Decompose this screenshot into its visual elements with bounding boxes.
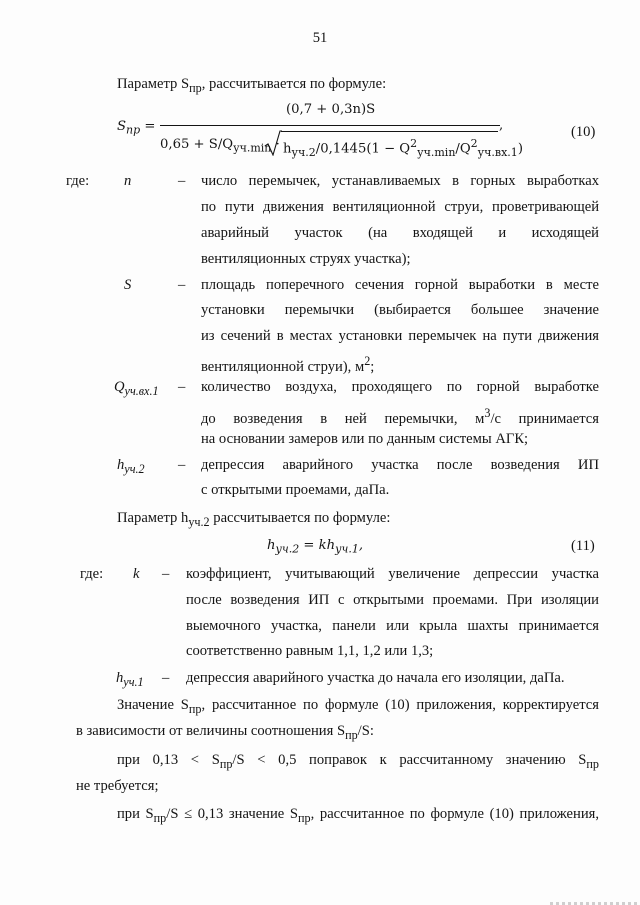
def-h2-dash: – bbox=[178, 457, 186, 473]
intro-formula-11: Параметр $h_{уч.2}$ рассчитывается по формуле: bbox=[117, 510, 391, 529]
def-s-line: площадь поперечного сечения горной выработки в месте bbox=[201, 277, 599, 293]
formula-10-denominator-a: $0,65 + S/Q_{уч.min}$ · bbox=[160, 137, 280, 155]
def-s-line: вентиляционной струи), $м^2$; bbox=[201, 354, 375, 375]
intro-formula-10: Параметр $S_{пр}$, рассчитывается по формуле: bbox=[117, 76, 387, 95]
def-k-line: коэффициент, учитывающий увеличение депрессии участка bbox=[186, 566, 599, 582]
formula-11-number: (11) bbox=[571, 538, 595, 554]
paragraph-3-line-1: при $S_{пр}/S \le 0,13$ значение $S_{пр}$, рассчитанное по формуле (10) приложения, bbox=[117, 806, 599, 825]
def-h1-dash: – bbox=[162, 670, 170, 686]
formula-10-denominator-radicand: $h_{уч.2}/0,1445(1 - Q^2_{уч.min}/Q^2_{уч.вх.1})$ bbox=[283, 137, 523, 160]
def-h2-line: депрессия аварийного участка после возведения ИП bbox=[201, 457, 599, 473]
def-n-symbol: n bbox=[124, 173, 132, 189]
def-h2-symbol: $h_{уч.2}$ bbox=[117, 457, 145, 476]
def-n-dash: – bbox=[178, 173, 186, 189]
def-h1-symbol: $h_{уч.1}$ bbox=[116, 670, 144, 689]
formula-10-lhs: $S_{пр}$ = bbox=[117, 119, 156, 137]
def-k-line: выемочного участка, панели или крыла шахты принимается bbox=[186, 618, 599, 634]
def-s-dash: – bbox=[178, 277, 186, 293]
where-label-1: где: bbox=[66, 173, 90, 189]
def-h1-line: депрессия аварийного участка до начала его изоляции, даПа. bbox=[186, 670, 565, 686]
def-k-dash: – bbox=[162, 566, 170, 582]
def-n-line: по пути движения вентиляционной струи, проветривающей bbox=[201, 199, 599, 215]
formula-10-numerator: (0,7 + 0,3n)S bbox=[286, 102, 376, 117]
def-s-line: установки перемычки (выбирается большее значение bbox=[201, 302, 599, 318]
def-n-line: вентиляционных струях участка); bbox=[201, 251, 411, 267]
where-label-2: где: bbox=[80, 566, 104, 582]
sqrt-sign-icon bbox=[264, 130, 282, 156]
def-n-line: аварийный участок (на входящей и исходящей bbox=[201, 225, 599, 241]
def-h2-line: с открытыми проемами, даПа. bbox=[201, 482, 390, 498]
def-q-line: до возведения в ней перемычки, $м^3/с$ принимается bbox=[201, 406, 599, 427]
formula-10-number: (10) bbox=[571, 124, 596, 140]
def-q-dash: – bbox=[178, 379, 186, 395]
paragraph-1-line-1: Значение $S_{пр}$, рассчитанное по формуле (10) приложения, корректируется bbox=[117, 697, 599, 716]
def-k-line: после возведения ИП с открытыми проемами. При изоляции bbox=[186, 592, 599, 608]
paragraph-1-line-2: в зависимости от величины соотношения $S_{пр}/S$: bbox=[76, 723, 374, 742]
paragraph-2-line-2: не требуется; bbox=[76, 778, 159, 794]
def-s-line: из сечений в местах установки перемычек на пути движения bbox=[201, 328, 599, 344]
def-n-line: число перемычек, устанавливаемых в горных выработках bbox=[201, 173, 599, 189]
def-s-symbol: S bbox=[124, 277, 132, 293]
def-q-line: количество воздуха, проходящего по горной выработке bbox=[201, 379, 599, 395]
def-k-line: соответственно равным 1,1, 1,2 или 1,3; bbox=[186, 643, 434, 659]
paragraph-2-line-1: при $0,13 < S_{пр}/S < 0,5$ поправок к рассчитанному значению $S_{пр}$ bbox=[117, 752, 599, 771]
def-q-line: на основании замеров или по данным системы АГК; bbox=[201, 431, 529, 447]
formula-11: $h_{уч.2} = kh_{уч.1}$, bbox=[267, 538, 364, 556]
formula-10-fraction-bar bbox=[160, 125, 500, 126]
page-number: 51 bbox=[312, 30, 328, 46]
def-q-symbol: $Q_{уч.вх.1}$ bbox=[114, 379, 159, 398]
def-k-symbol: k bbox=[133, 566, 140, 582]
sqrt-bar bbox=[281, 131, 498, 132]
formula-10-comma: , bbox=[499, 118, 504, 133]
